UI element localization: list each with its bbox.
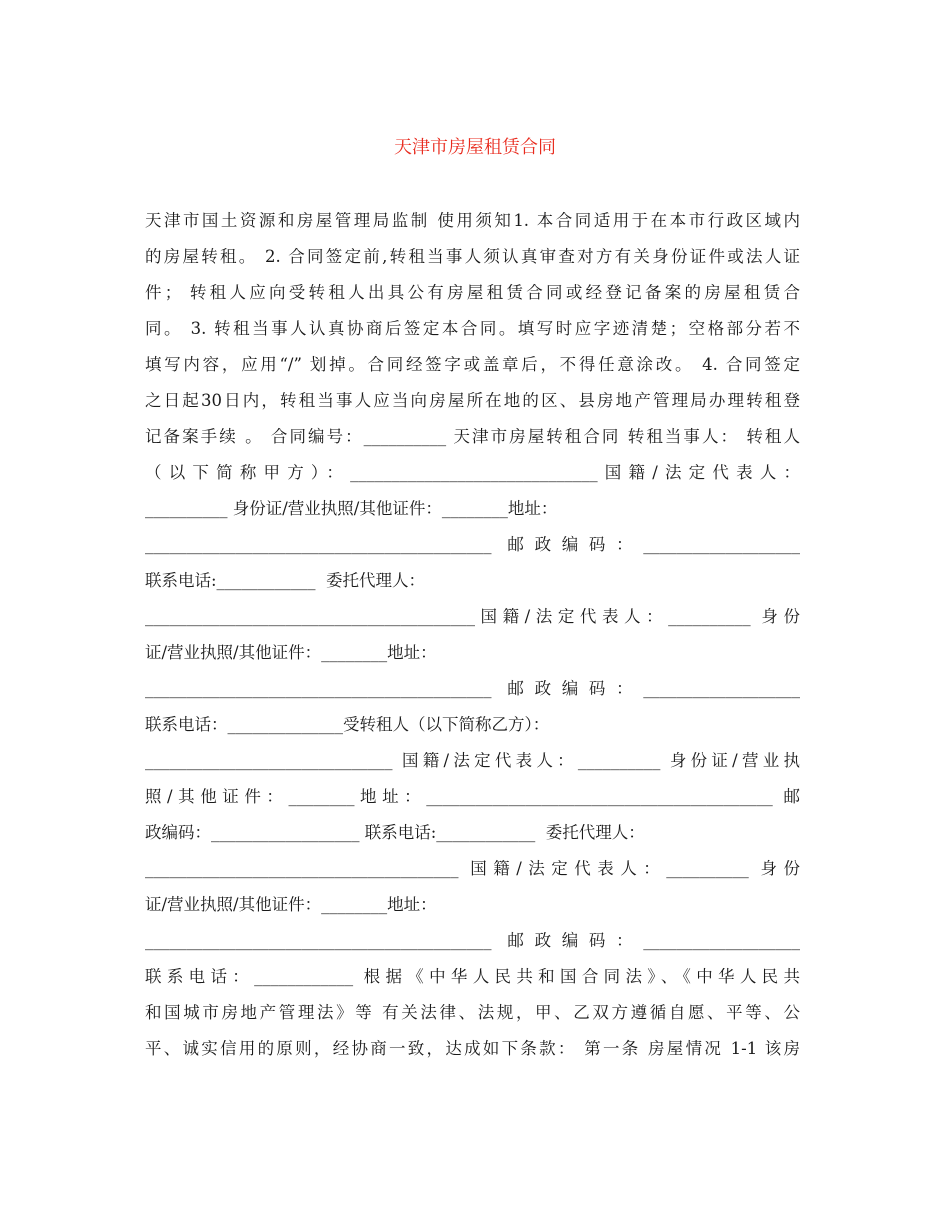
body-line: 证/营业执照/其他证件：________地址： bbox=[145, 643, 437, 662]
body-line: __________________________________________ 邮政编码：___________________ bbox=[145, 931, 800, 950]
document-body bbox=[145, 203, 800, 1067]
body-line: __________ 身份证/营业执照/其他证件：________地址： bbox=[145, 499, 558, 518]
body-line: 之日起30日内，转租当事人应当向房屋所在地的区、县房地产管理局办理转租登 bbox=[145, 391, 800, 410]
body-line: ______________________________ 国籍/法定代表人：__________ 身份证/营业执 bbox=[145, 751, 800, 770]
body-line: 记备案手续 。 合同编号：__________ 天津市房屋转租合同 转租当事人： 转租人 bbox=[145, 427, 800, 446]
body-line: ________________________________________国籍/法定代表人：__________ 身份 bbox=[145, 607, 800, 626]
body-line: 和国城市房地产管理法》等 有关法律、法规，甲、乙双方遵循自愿、平等、公 bbox=[145, 1003, 800, 1022]
body-line: 件； 转租人应向受转租人出具公有房屋租赁合同或经登记备案的房屋租赁合 bbox=[145, 283, 800, 302]
body-line: 的房屋转租。 2. 合同签定前,转租当事人须认真审查对方有关身份证件或法人证 bbox=[145, 247, 800, 266]
body-line: 联系电话:____________ 委托代理人： bbox=[145, 571, 426, 590]
body-line: 天津市国土资源和房屋管理局监制 使用须知1. 本合同适用于在本市行政区域内 bbox=[145, 211, 800, 230]
body-line: 联系电话：______________受转租人（以下简称乙方）： bbox=[145, 715, 550, 734]
body-line: 填写内容，应用“/” 划掉。合同经签字或盖章后，不得任意涂改。 4. 合同签定 bbox=[145, 355, 800, 374]
body-line: 证/营业执照/其他证件：________地址： bbox=[145, 895, 437, 914]
body-line: （以下简称甲方）：______________________________国籍/法定代表人： bbox=[145, 463, 800, 482]
document-title: 天津市房屋租赁合同 bbox=[394, 137, 556, 158]
body-line: ______________________________________ 国籍/法定代表人：__________ 身份 bbox=[145, 859, 800, 878]
body-line: 联系电话：____________ 根据《中华人民共和国合同法》、《中华人民共 bbox=[145, 967, 800, 986]
body-line: 照/其他证件：________地址：__________________________________________ 邮 bbox=[145, 787, 800, 806]
body-line: 平、诚实信用的原则，经协商一致，达成如下条款： 第一条 房屋情况 1-1 该房 bbox=[145, 1039, 800, 1058]
body-line: 政编码：__________________ 联系电话:____________ 委托代理人： bbox=[145, 823, 645, 842]
body-line: 同。 3. 转租当事人认真协商后签定本合同。填写时应字迹清楚；空格部分若不 bbox=[145, 319, 800, 338]
body-line: __________________________________________ 邮政编码：___________________ bbox=[145, 679, 800, 698]
body-line: __________________________________________ 邮政编码：___________________ bbox=[145, 535, 800, 554]
